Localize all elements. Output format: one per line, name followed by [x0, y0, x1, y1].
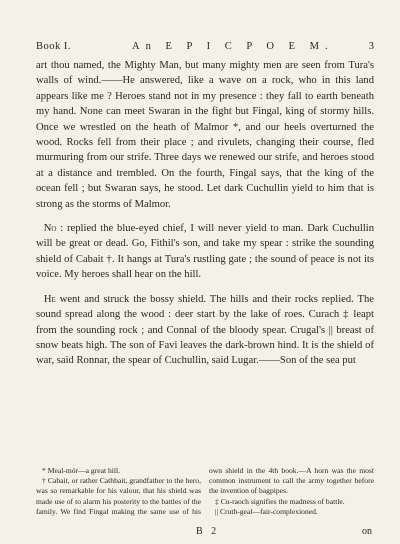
running-header	[36, 40, 374, 54]
paragraph-3-lead: He	[43, 293, 56, 305]
paragraph-2-lead: No	[43, 223, 57, 235]
running-title: An E P I C P O E M.	[132, 41, 334, 52]
footnotes	[36, 466, 374, 517]
page-footer	[36, 526, 374, 538]
paragraph-3	[36, 292, 374, 369]
footnote-1: * Meal-mór—a great hill.	[42, 466, 121, 475]
catchword: on	[362, 526, 372, 537]
paragraph-2	[36, 221, 374, 283]
paragraph-2-text: : replied the blue-eyed chief, I will never yield to man. Dark Cuchullin will be great or dead. Go, Fithil's son, and take my spear : strike the sounding shield of Cabait †. It hangs at Tura's rustling gate ; the sound of peace is not its voice. My heroes shall hear on the hill.	[36, 223, 375, 281]
footnote-3: ‡ Cu-raoch signifies the madness of battle.	[215, 496, 345, 506]
page-number: 3	[368, 41, 374, 52]
main-text	[36, 58, 374, 369]
paragraph-3-text: went and struck the bossy shield. The hills and their rocks replied. The sound spread along the wood : deer start by the lake of roes. Curach ‡ leapt from the sounding rock ; and Connal of the bloody spear. Crugal's || breast of snow beats high. The son of Favi leaves the dark-brown hind. It is the shield of war, said Ronnar, the spear of Cuchullin, said Lugar.——Son of the sea put	[36, 293, 375, 367]
book-label: Book I.	[36, 41, 71, 52]
paragraph-1	[36, 58, 374, 212]
signature-mark: B 2	[196, 526, 220, 537]
paragraph-1-text: art thou named, the Mighty Man, but many mighty men are seen from Tura's walls of wind.——He answered, like a wave on a rock, who in this land appears like me ? Heroes stand not in my presence : they fall to earth beneath my hand. None can meet Swaran in the fight but Fingal, king of stormy hills. Once we wrestled on the heath of Malmor *, and our heels overturned the wood. Rocks fell from their place ; and rivulets, changing their course, fled murmuring from our strife. Three days we renewed our strife, and heroes stood at a distance and trembled. On the fourth, Fingal says, that the king of the ocean fell ; but Swaran says, he stood. Let dark Cuchullin yield to him that is strong as the storms of Malmor.	[36, 60, 374, 210]
footnote-2: † Cabait, or rather Cathbait, grandfather to the hero, was so remarkable for his valour, that his shield was made use of to alarm his posterity to the battles of the family. We find Fingal making the same use of his own shield in the 4th book.—A horn was the most common instrument to call the army together before the invention of bagpipes.	[36, 466, 374, 516]
footnote-4: || Cruth-geal—fair-complexioned.	[215, 506, 318, 516]
